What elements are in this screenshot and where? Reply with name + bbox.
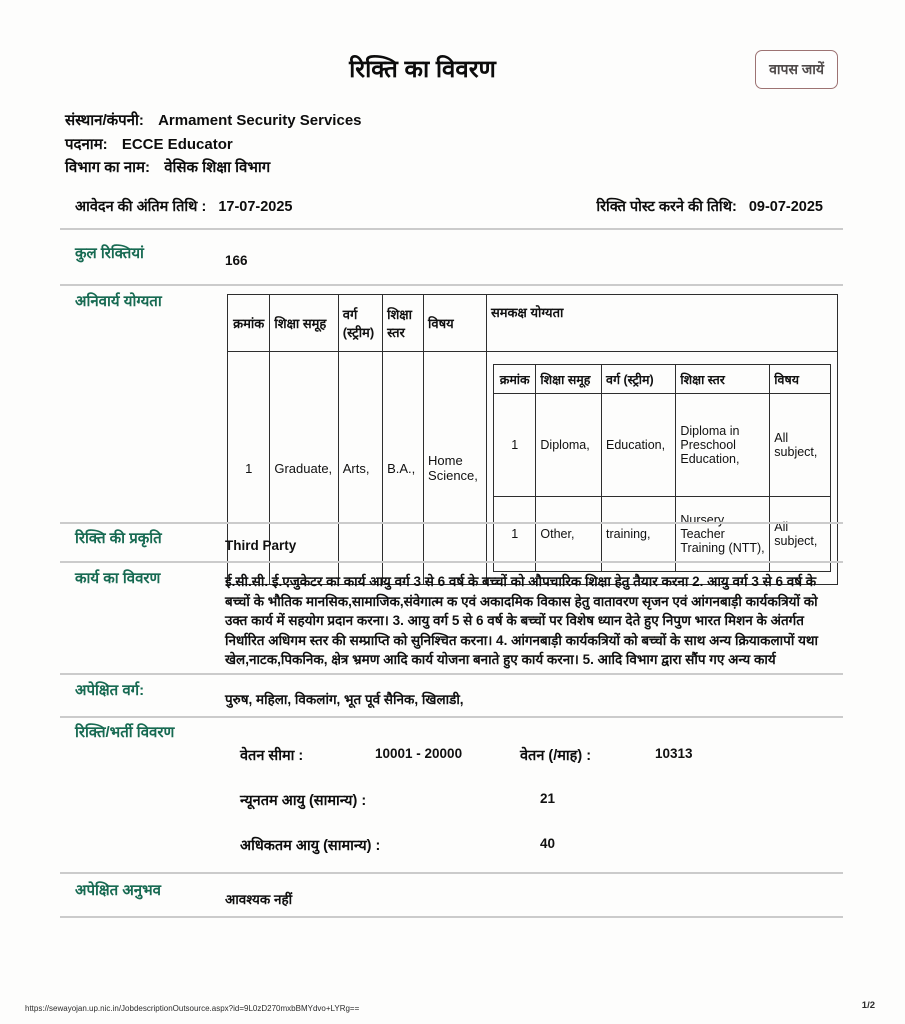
cell-stream: Arts, xyxy=(338,352,382,585)
col-level: शिक्षा स्तर xyxy=(676,365,770,394)
divider xyxy=(60,228,843,230)
total-vacancies-label: कुल रिक्तियां xyxy=(75,245,144,262)
cell-group: Diploma, xyxy=(536,394,602,497)
department-label: विभाग का नाम: xyxy=(65,159,151,176)
posted-date-label: रिक्ति पोस्ट करने की तिथि: xyxy=(596,199,737,215)
footer-url: https://sewayojan.up.nic.in/JobdescriptionOutsource.aspx?id=9L0zD270mxbBMYdvo+LYRg== xyxy=(25,1004,360,1013)
divider xyxy=(60,872,843,874)
col-stream: वर्ग (स्ट्रीम) xyxy=(338,295,382,352)
divider xyxy=(60,673,843,675)
divider xyxy=(60,916,843,918)
equivalent-table xyxy=(493,364,831,572)
cell-subject: All subject, xyxy=(770,497,831,572)
posted-date xyxy=(596,196,823,216)
salary-range-value: 10001 - 20000 xyxy=(375,746,463,761)
max-age-value: 40 xyxy=(540,836,556,851)
company-label: संस्थान/कंपनी: xyxy=(65,112,144,129)
vacancy-nature-value: Third Party xyxy=(225,538,297,553)
salary-month-value: 10313 xyxy=(655,746,693,761)
cell-serial: 1 xyxy=(228,352,270,585)
cell-serial: 1 xyxy=(494,497,536,572)
equivalent-header-row xyxy=(494,365,831,394)
col-subject: विषय xyxy=(770,365,831,394)
qualification-table xyxy=(227,294,838,585)
posted-date-value: 09-07-2025 xyxy=(748,199,823,215)
designation-value: ECCE Educator xyxy=(121,136,233,153)
last-date-label: आवेदन की अंतिम तिथि : xyxy=(75,199,207,215)
cell-serial: 1 xyxy=(494,394,536,497)
min-age-value: 21 xyxy=(540,791,556,806)
experience-value: आवश्यक नहीं xyxy=(225,892,293,907)
job-description-text: ई.सी.सी. ई.एजुकेटर का कार्य आयु वर्ग 3 से 6 वर्ष के बच्चों को औपचारिक शिक्षा हेतु तैयार करना 2. आयु वर्ग 3 से 6 वर्ष के बच्चों के भौतिक मानसिक,सामाजिक,संवेगात्म क एवं अकादमिक विकास हेतु वातावरण सृजन एवं आंगनबाड़ी कार्यकत्रियों को उक्त कार्य में सहयोग प्रदान करना। 3. आयु वर्ग 5 से 6 वर्ष के बच्चों पर विशेष ध्यान देते हुए निपुण भारत मिशन के अंतर्गत निर्धारित अधिगम स्तर की सम्प्राप्ति को सुनिश्चित करना। 4. आंगनबाड़ी कार्यकत्रियों को बच्चों के साथ अन्य क्रियाकलापों यथा खेल,नाटक,पिकनिक, क्षेत्र भ्रमण आदि कार्य योजना बनाते हुए कार्य करना। 5. आदि विभाग द्वारा सौंप गए अन्य कार्य xyxy=(225,574,819,667)
experience-label: अपेक्षित अनुभव xyxy=(75,882,162,899)
equivalent-qualification-cell xyxy=(487,352,838,585)
designation-label: पदनाम: xyxy=(65,136,108,153)
col-group: शिक्षा समूह xyxy=(536,365,602,394)
divider xyxy=(60,522,843,524)
vacancy-nature-label: रिक्ति की प्रकृति xyxy=(75,530,162,547)
cell-subject: Home Science, xyxy=(424,352,487,585)
cell-stream: training, xyxy=(602,497,676,572)
col-stream: वर्ग (स्ट्रीम) xyxy=(602,365,676,394)
cell-level: Nursery Teacher Training (NTT), xyxy=(676,497,770,572)
dates-row xyxy=(75,196,823,216)
max-age-label: अधिकतम आयु (सामान्य) : xyxy=(240,838,381,854)
mandatory-qualification-label: अनिवार्य योग्यता xyxy=(75,293,162,310)
cell-level: B.A., xyxy=(383,352,424,585)
divider xyxy=(60,561,843,563)
cell-subject: All subject, xyxy=(770,394,831,497)
page-title: रिक्ति का विवरण xyxy=(349,56,496,83)
divider xyxy=(60,284,843,286)
company-row xyxy=(65,110,362,130)
department-value: वेसिक शिक्षा विभाग xyxy=(164,159,271,176)
last-date-value: 17-07-2025 xyxy=(218,199,293,215)
salary-range-label: वेतन सीमा : xyxy=(240,748,304,764)
recruitment-details-label: रिक्ति/भर्ती विवरण xyxy=(75,724,175,741)
equivalent-row xyxy=(494,394,831,497)
qualification-table-wrap xyxy=(227,294,838,585)
col-serial: क्रमांक xyxy=(228,295,270,352)
cell-group: Other, xyxy=(536,497,602,572)
job-description-label: कार्य का विवरण xyxy=(75,570,161,587)
cell-stream: Education, xyxy=(602,394,676,497)
col-level: शिक्षा स्तर xyxy=(383,295,424,352)
qualification-header-row xyxy=(228,295,838,352)
expected-category-label: अपेक्षित वर्ग: xyxy=(75,682,145,699)
col-subject: विषय xyxy=(424,295,487,352)
col-equivalent: समकक्ष योग्यता xyxy=(487,295,838,352)
company-value: Armament Security Services xyxy=(158,112,362,129)
min-age-label: न्यूनतम आयु (सामान्य) : xyxy=(240,793,367,809)
back-button[interactable]: वापस जायें xyxy=(755,50,838,89)
cell-group: Graduate, xyxy=(270,352,338,585)
footer-page-number: 1/2 xyxy=(861,1000,875,1011)
qualification-data-row xyxy=(228,352,838,585)
designation-row xyxy=(65,134,233,154)
cell-level: Diploma in Preschool Education, xyxy=(676,394,770,497)
col-serial: क्रमांक xyxy=(494,365,536,394)
salary-month-label: वेतन (/माह) : xyxy=(520,748,592,764)
total-vacancies-value: 166 xyxy=(225,253,248,268)
department-row xyxy=(65,157,270,177)
col-group: शिक्षा समूह xyxy=(270,295,338,352)
last-date xyxy=(75,196,292,216)
divider xyxy=(60,716,843,718)
expected-category-value: पुरुष, महिला, विकलांग, भूत पूर्व सैनिक, खिलाडी, xyxy=(225,692,464,707)
